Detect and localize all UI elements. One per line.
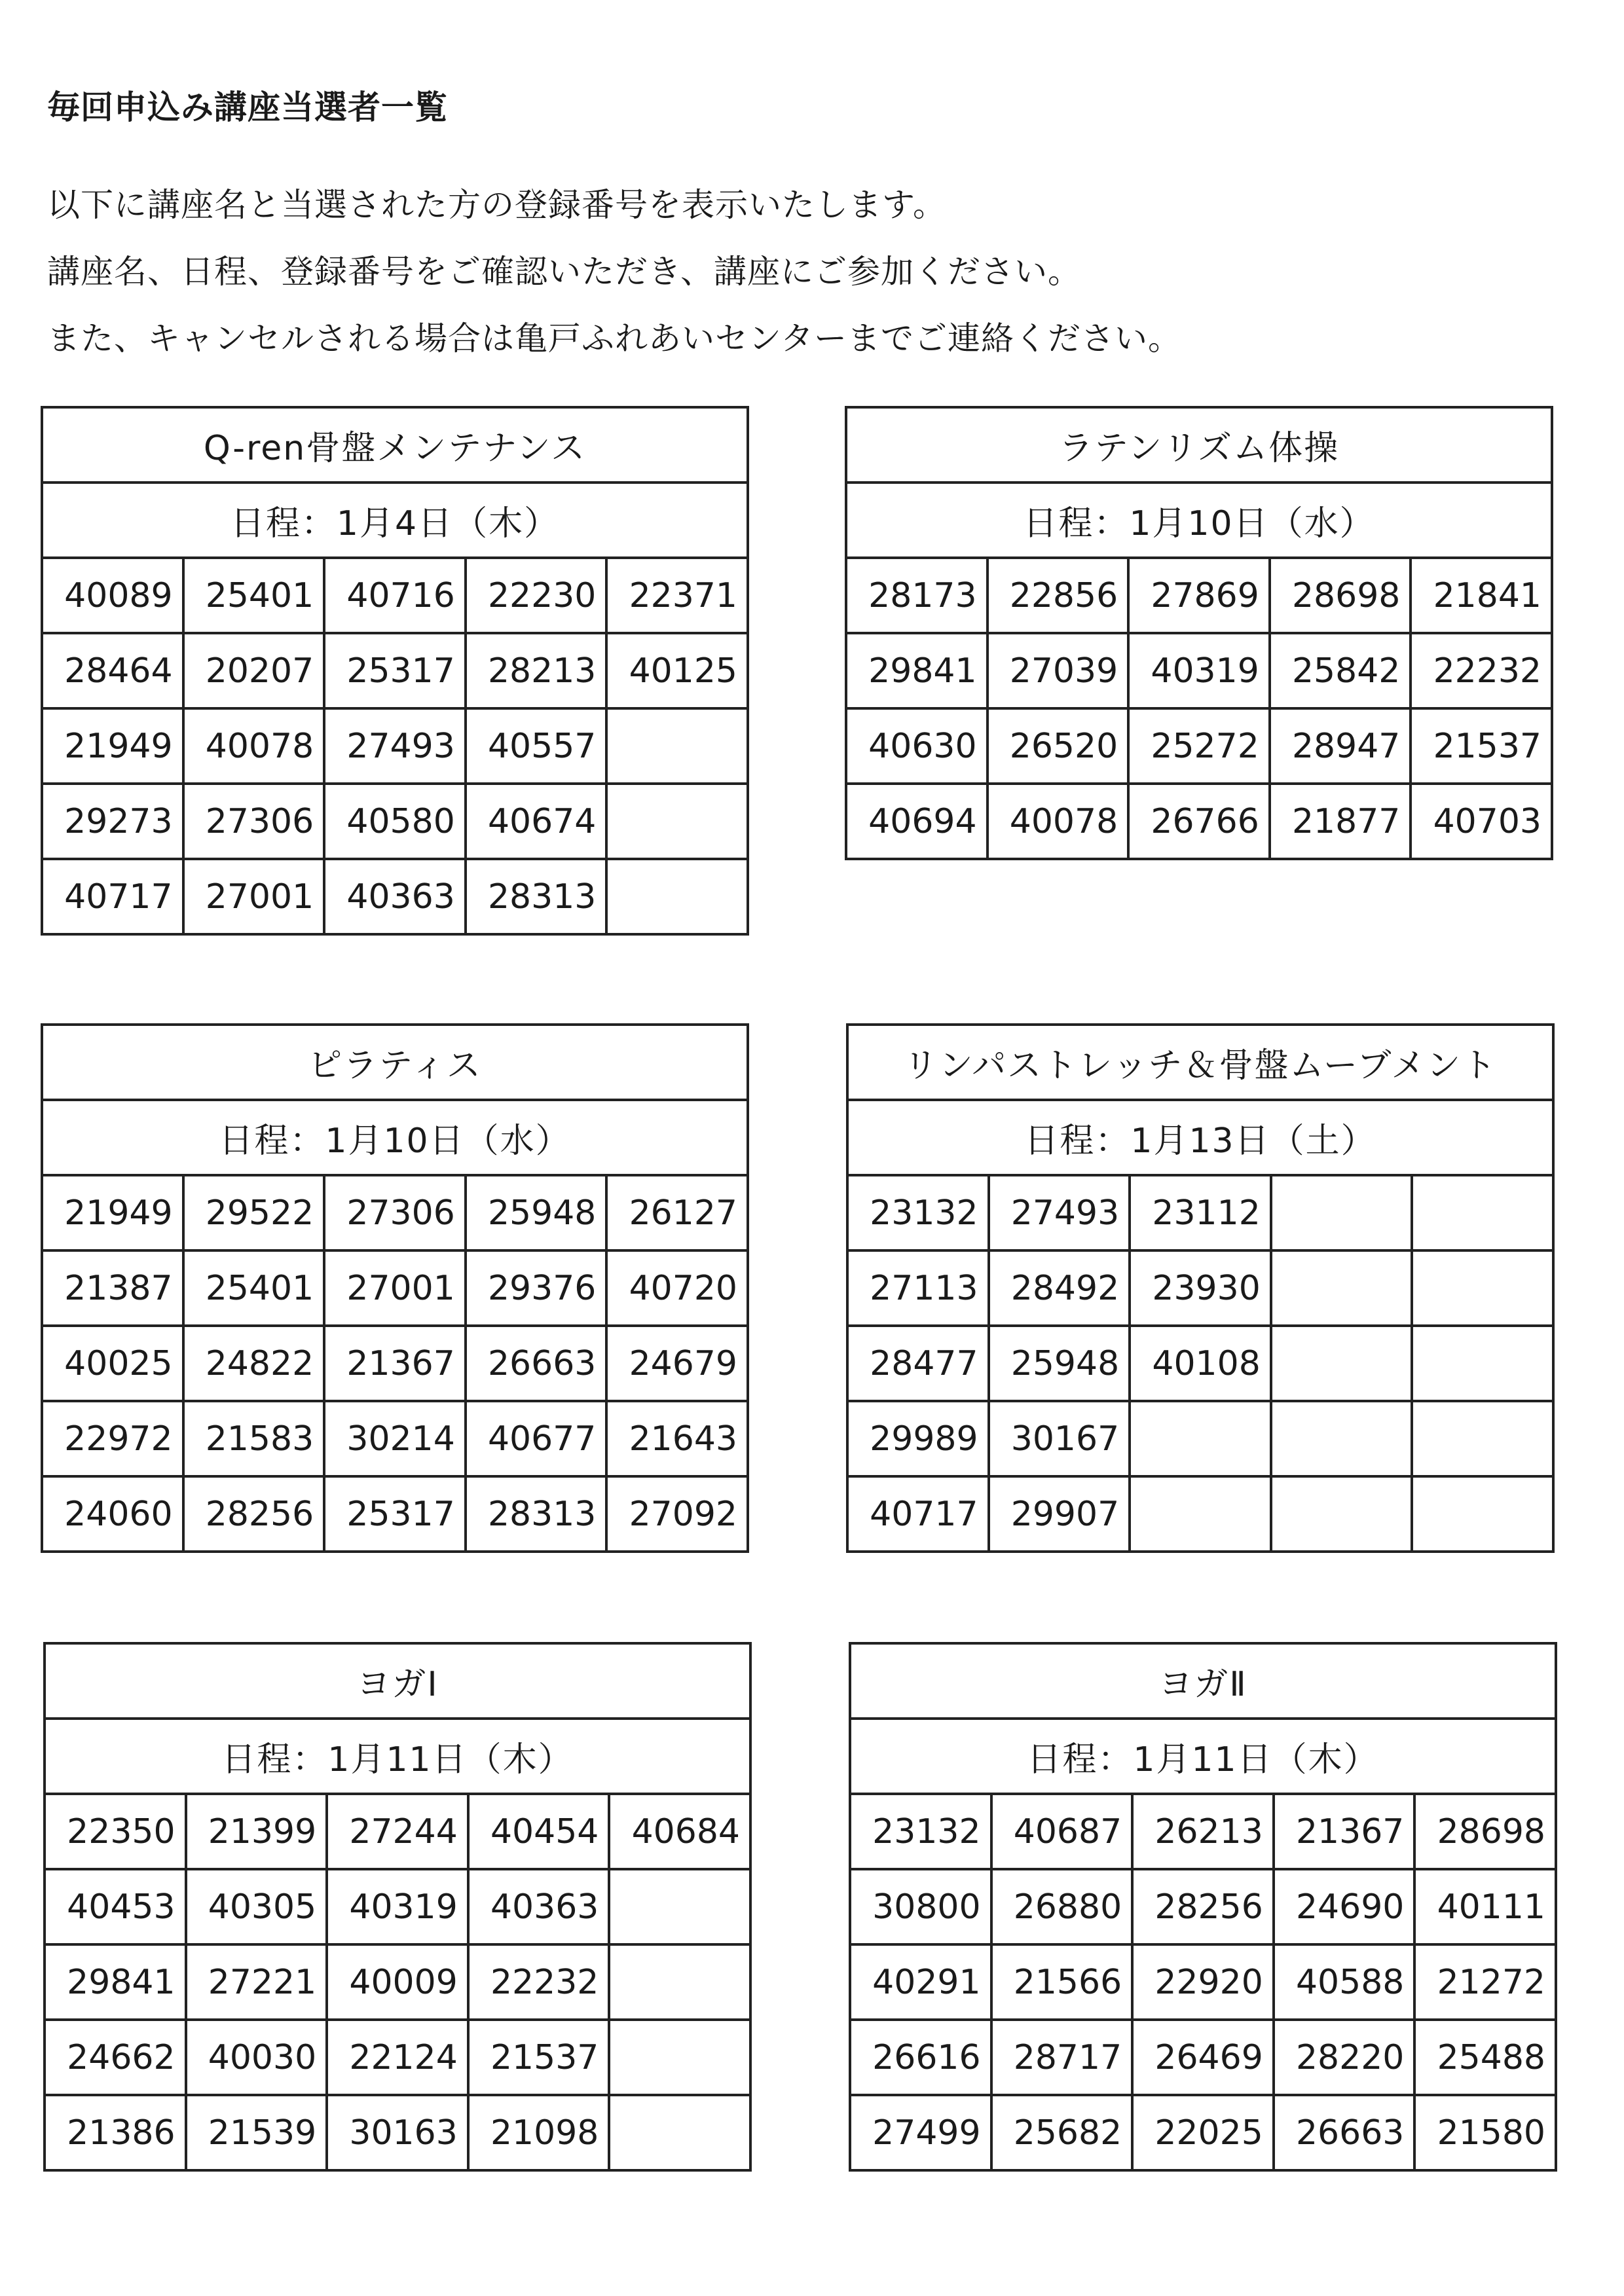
registration-number: 40030 bbox=[186, 2020, 327, 2095]
registration-number: 27001 bbox=[324, 1250, 466, 1326]
table-row bbox=[42, 1175, 748, 1250]
table-row bbox=[45, 1869, 750, 1944]
registration-number: 21386 bbox=[45, 2095, 186, 2170]
registration-number bbox=[1130, 1476, 1271, 1552]
registration-number: 26663 bbox=[466, 1326, 607, 1401]
table-row bbox=[45, 1794, 750, 1869]
table-row bbox=[42, 558, 748, 633]
table-row bbox=[850, 1869, 1556, 1944]
registration-number: 28256 bbox=[183, 1476, 325, 1552]
registration-number: 25948 bbox=[989, 1326, 1130, 1401]
registration-number: 29989 bbox=[847, 1401, 989, 1476]
registration-number: 21098 bbox=[468, 2095, 610, 2170]
registration-number: 27306 bbox=[324, 1175, 466, 1250]
registration-number bbox=[606, 859, 748, 934]
registration-number: 40078 bbox=[183, 708, 325, 784]
registration-number: 25488 bbox=[1414, 2020, 1556, 2095]
registration-number: 22972 bbox=[42, 1401, 183, 1476]
course-name: ヨガⅠ bbox=[45, 1643, 750, 1719]
course-name-row bbox=[45, 1643, 750, 1719]
registration-number: 30163 bbox=[327, 2095, 468, 2170]
course-name: ラテンリズム体操 bbox=[846, 407, 1552, 483]
registration-number: 26616 bbox=[850, 2020, 991, 2095]
registration-number: 40716 bbox=[324, 558, 466, 633]
registration-number: 21537 bbox=[1411, 708, 1552, 784]
registration-number: 28492 bbox=[989, 1250, 1130, 1326]
table-row bbox=[847, 1476, 1553, 1552]
course-schedule-row bbox=[850, 1719, 1556, 1794]
registration-number: 28698 bbox=[1270, 558, 1411, 633]
registration-number: 40009 bbox=[327, 1944, 468, 2020]
registration-number: 40025 bbox=[42, 1326, 183, 1401]
registration-number bbox=[1412, 1175, 1553, 1250]
registration-number: 27244 bbox=[327, 1794, 468, 1869]
registration-number: 30167 bbox=[989, 1401, 1130, 1476]
registration-number bbox=[1412, 1401, 1553, 1476]
registration-number: 28947 bbox=[1270, 708, 1411, 784]
registration-number: 21539 bbox=[186, 2095, 327, 2170]
registration-number: 22232 bbox=[1411, 633, 1552, 708]
registration-number: 28173 bbox=[846, 558, 987, 633]
registration-number: 25317 bbox=[324, 633, 466, 708]
intro-line: 以下に講座名と当選された方の登録番号を表示いたします。 bbox=[47, 186, 946, 224]
registration-number: 24690 bbox=[1274, 1869, 1415, 1944]
table-row bbox=[45, 1944, 750, 2020]
course-schedule: 日程：1月4日（木） bbox=[42, 483, 748, 558]
registration-number: 21399 bbox=[186, 1794, 327, 1869]
course-schedule: 日程：1月11日（木） bbox=[45, 1719, 750, 1794]
registration-number bbox=[606, 784, 748, 859]
course-schedule-row bbox=[45, 1719, 750, 1794]
registration-number: 40694 bbox=[846, 784, 987, 859]
registration-number: 21580 bbox=[1414, 2095, 1556, 2170]
table-row bbox=[850, 1944, 1556, 2020]
registration-number: 40687 bbox=[991, 1794, 1133, 1869]
registration-number: 23930 bbox=[1130, 1250, 1271, 1326]
registration-number: 21877 bbox=[1270, 784, 1411, 859]
registration-number: 27113 bbox=[847, 1250, 989, 1326]
course-schedule-row bbox=[846, 483, 1552, 558]
registration-number: 40125 bbox=[606, 633, 748, 708]
registration-number bbox=[1271, 1250, 1412, 1326]
registration-number: 26520 bbox=[987, 708, 1129, 784]
registration-number bbox=[609, 1869, 750, 1944]
registration-number: 21643 bbox=[606, 1401, 748, 1476]
registration-number: 30800 bbox=[850, 1869, 991, 1944]
table-row bbox=[847, 1401, 1553, 1476]
registration-number: 29907 bbox=[989, 1476, 1130, 1552]
course-name-row bbox=[846, 407, 1552, 483]
registration-number: 26469 bbox=[1132, 2020, 1274, 2095]
registration-number: 40677 bbox=[466, 1401, 607, 1476]
registration-number: 40703 bbox=[1411, 784, 1552, 859]
registration-number: 27869 bbox=[1128, 558, 1270, 633]
registration-number: 27493 bbox=[989, 1175, 1130, 1250]
registration-number: 40717 bbox=[42, 859, 183, 934]
course-table bbox=[41, 1023, 749, 1553]
registration-number bbox=[1271, 1401, 1412, 1476]
registration-number: 28464 bbox=[42, 633, 183, 708]
registration-number: 28256 bbox=[1132, 1869, 1274, 1944]
registration-number: 23132 bbox=[847, 1175, 989, 1250]
table-row bbox=[847, 1250, 1553, 1326]
registration-number: 40580 bbox=[324, 784, 466, 859]
registration-number: 21949 bbox=[42, 708, 183, 784]
registration-number: 20207 bbox=[183, 633, 325, 708]
registration-number: 27499 bbox=[850, 2095, 991, 2170]
registration-number: 40291 bbox=[850, 1944, 991, 2020]
course-name-row bbox=[42, 1025, 748, 1100]
registration-number: 40363 bbox=[468, 1869, 610, 1944]
registration-number bbox=[609, 2095, 750, 2170]
course-schedule: 日程：1月10日（水） bbox=[846, 483, 1552, 558]
registration-number: 22025 bbox=[1132, 2095, 1274, 2170]
course-name-row bbox=[847, 1025, 1553, 1100]
registration-number: 28220 bbox=[1274, 2020, 1415, 2095]
registration-number: 27221 bbox=[186, 1944, 327, 2020]
registration-number: 40363 bbox=[324, 859, 466, 934]
registration-number: 40684 bbox=[609, 1794, 750, 1869]
registration-number bbox=[1271, 1476, 1412, 1552]
table-row bbox=[847, 1326, 1553, 1401]
registration-number: 40557 bbox=[466, 708, 607, 784]
registration-number: 21387 bbox=[42, 1250, 183, 1326]
course-schedule: 日程：1月11日（木） bbox=[850, 1719, 1556, 1794]
registration-number: 22350 bbox=[45, 1794, 186, 1869]
registration-number: 21537 bbox=[468, 2020, 610, 2095]
registration-number: 24822 bbox=[183, 1326, 325, 1401]
table-row bbox=[850, 1794, 1556, 1869]
table-row bbox=[846, 708, 1552, 784]
registration-number: 27306 bbox=[183, 784, 325, 859]
registration-number: 24662 bbox=[45, 2020, 186, 2095]
course-schedule: 日程：1月10日（水） bbox=[42, 1100, 748, 1175]
table-row bbox=[42, 784, 748, 859]
registration-number: 25401 bbox=[183, 1250, 325, 1326]
registration-number: 29841 bbox=[45, 1944, 186, 2020]
registration-number: 22371 bbox=[606, 558, 748, 633]
registration-number: 26127 bbox=[606, 1175, 748, 1250]
registration-number: 21949 bbox=[42, 1175, 183, 1250]
table-row bbox=[42, 1250, 748, 1326]
registration-number: 21566 bbox=[991, 1944, 1133, 2020]
registration-number: 21367 bbox=[1274, 1794, 1415, 1869]
table-row bbox=[42, 633, 748, 708]
registration-number: 21272 bbox=[1414, 1944, 1556, 2020]
registration-number: 27493 bbox=[324, 708, 466, 784]
registration-number: 27001 bbox=[183, 859, 325, 934]
registration-number: 23132 bbox=[850, 1794, 991, 1869]
registration-number: 28313 bbox=[466, 1476, 607, 1552]
registration-number: 25401 bbox=[183, 558, 325, 633]
registration-number bbox=[1412, 1250, 1553, 1326]
registration-number: 25948 bbox=[466, 1175, 607, 1250]
course-table bbox=[846, 1023, 1555, 1553]
registration-number: 24679 bbox=[606, 1326, 748, 1401]
course-table bbox=[845, 406, 1553, 860]
registration-number: 40454 bbox=[468, 1794, 610, 1869]
registration-number: 40089 bbox=[42, 558, 183, 633]
registration-number: 29841 bbox=[846, 633, 987, 708]
table-row bbox=[850, 2020, 1556, 2095]
course-name-row bbox=[42, 407, 748, 483]
course-name: Q-ren骨盤メンテナンス bbox=[42, 407, 748, 483]
registration-number: 30214 bbox=[324, 1401, 466, 1476]
registration-number: 40111 bbox=[1414, 1869, 1556, 1944]
registration-number: 28213 bbox=[466, 633, 607, 708]
course-schedule-row bbox=[42, 1100, 748, 1175]
registration-number: 22856 bbox=[987, 558, 1129, 633]
course-name-row bbox=[850, 1643, 1556, 1719]
registration-number: 25317 bbox=[324, 1476, 466, 1552]
intro-text bbox=[47, 172, 1181, 372]
registration-number: 40319 bbox=[1128, 633, 1270, 708]
registration-number: 40305 bbox=[186, 1869, 327, 1944]
registration-number: 22920 bbox=[1132, 1944, 1274, 2020]
registration-number: 25842 bbox=[1270, 633, 1411, 708]
table-row bbox=[847, 1175, 1553, 1250]
registration-number: 27092 bbox=[606, 1476, 748, 1552]
registration-number: 40717 bbox=[847, 1476, 989, 1552]
registration-number bbox=[609, 1944, 750, 2020]
registration-number: 40453 bbox=[45, 1869, 186, 1944]
course-schedule-row bbox=[847, 1100, 1553, 1175]
course-name: リンパストレッチ＆骨盤ムーブメント bbox=[847, 1025, 1553, 1100]
registration-number: 40319 bbox=[327, 1869, 468, 1944]
registration-number: 28717 bbox=[991, 2020, 1133, 2095]
registration-number: 40108 bbox=[1130, 1326, 1271, 1401]
registration-number: 28313 bbox=[466, 859, 607, 934]
table-row bbox=[846, 633, 1552, 708]
registration-number: 22124 bbox=[327, 2020, 468, 2095]
registration-number: 40078 bbox=[987, 784, 1129, 859]
table-row bbox=[42, 1476, 748, 1552]
registration-number: 27039 bbox=[987, 633, 1129, 708]
registration-number: 25272 bbox=[1128, 708, 1270, 784]
registration-number: 21841 bbox=[1411, 558, 1552, 633]
table-row bbox=[850, 2095, 1556, 2170]
registration-number: 22230 bbox=[466, 558, 607, 633]
table-row bbox=[42, 1326, 748, 1401]
registration-number bbox=[1271, 1175, 1412, 1250]
table-row bbox=[846, 558, 1552, 633]
intro-line: 講座名、日程、登録番号をご確認いただき、講座にご参加ください。 bbox=[47, 253, 1081, 291]
table-row bbox=[846, 784, 1552, 859]
registration-number: 24060 bbox=[42, 1476, 183, 1552]
course-schedule: 日程：1月13日（土） bbox=[847, 1100, 1553, 1175]
registration-number: 28698 bbox=[1414, 1794, 1556, 1869]
intro-line: また、キャンセルされる場合は亀戸ふれあいセンターまでご連絡ください。 bbox=[47, 319, 1181, 357]
registration-number: 28477 bbox=[847, 1326, 989, 1401]
registration-number: 40630 bbox=[846, 708, 987, 784]
registration-number bbox=[1412, 1476, 1553, 1552]
registration-number: 26880 bbox=[991, 1869, 1133, 1944]
course-table bbox=[43, 1642, 752, 2172]
registration-number: 29376 bbox=[466, 1250, 607, 1326]
table-row bbox=[42, 1401, 748, 1476]
registration-number: 26663 bbox=[1274, 2095, 1415, 2170]
registration-number bbox=[606, 708, 748, 784]
course-table bbox=[849, 1642, 1557, 2172]
table-row bbox=[42, 708, 748, 784]
registration-number: 40720 bbox=[606, 1250, 748, 1326]
registration-number: 21367 bbox=[324, 1326, 466, 1401]
page-title: 毎回申込み講座当選者一覧 bbox=[47, 88, 448, 126]
registration-number bbox=[609, 2020, 750, 2095]
registration-number: 26213 bbox=[1132, 1794, 1274, 1869]
course-schedule-row bbox=[42, 483, 748, 558]
registration-number bbox=[1412, 1326, 1553, 1401]
table-row bbox=[45, 2020, 750, 2095]
course-name: ピラティス bbox=[42, 1025, 748, 1100]
registration-number: 29273 bbox=[42, 784, 183, 859]
course-table bbox=[41, 406, 749, 936]
registration-number bbox=[1130, 1401, 1271, 1476]
table-row bbox=[45, 2095, 750, 2170]
registration-number: 21583 bbox=[183, 1401, 325, 1476]
registration-number: 40674 bbox=[466, 784, 607, 859]
registration-number: 26766 bbox=[1128, 784, 1270, 859]
registration-number: 23112 bbox=[1130, 1175, 1271, 1250]
registration-number: 25682 bbox=[991, 2095, 1133, 2170]
course-name: ヨガⅡ bbox=[850, 1643, 1556, 1719]
registration-number bbox=[1271, 1326, 1412, 1401]
registration-number: 29522 bbox=[183, 1175, 325, 1250]
registration-number: 40588 bbox=[1274, 1944, 1415, 2020]
registration-number: 22232 bbox=[468, 1944, 610, 2020]
table-row bbox=[42, 859, 748, 934]
